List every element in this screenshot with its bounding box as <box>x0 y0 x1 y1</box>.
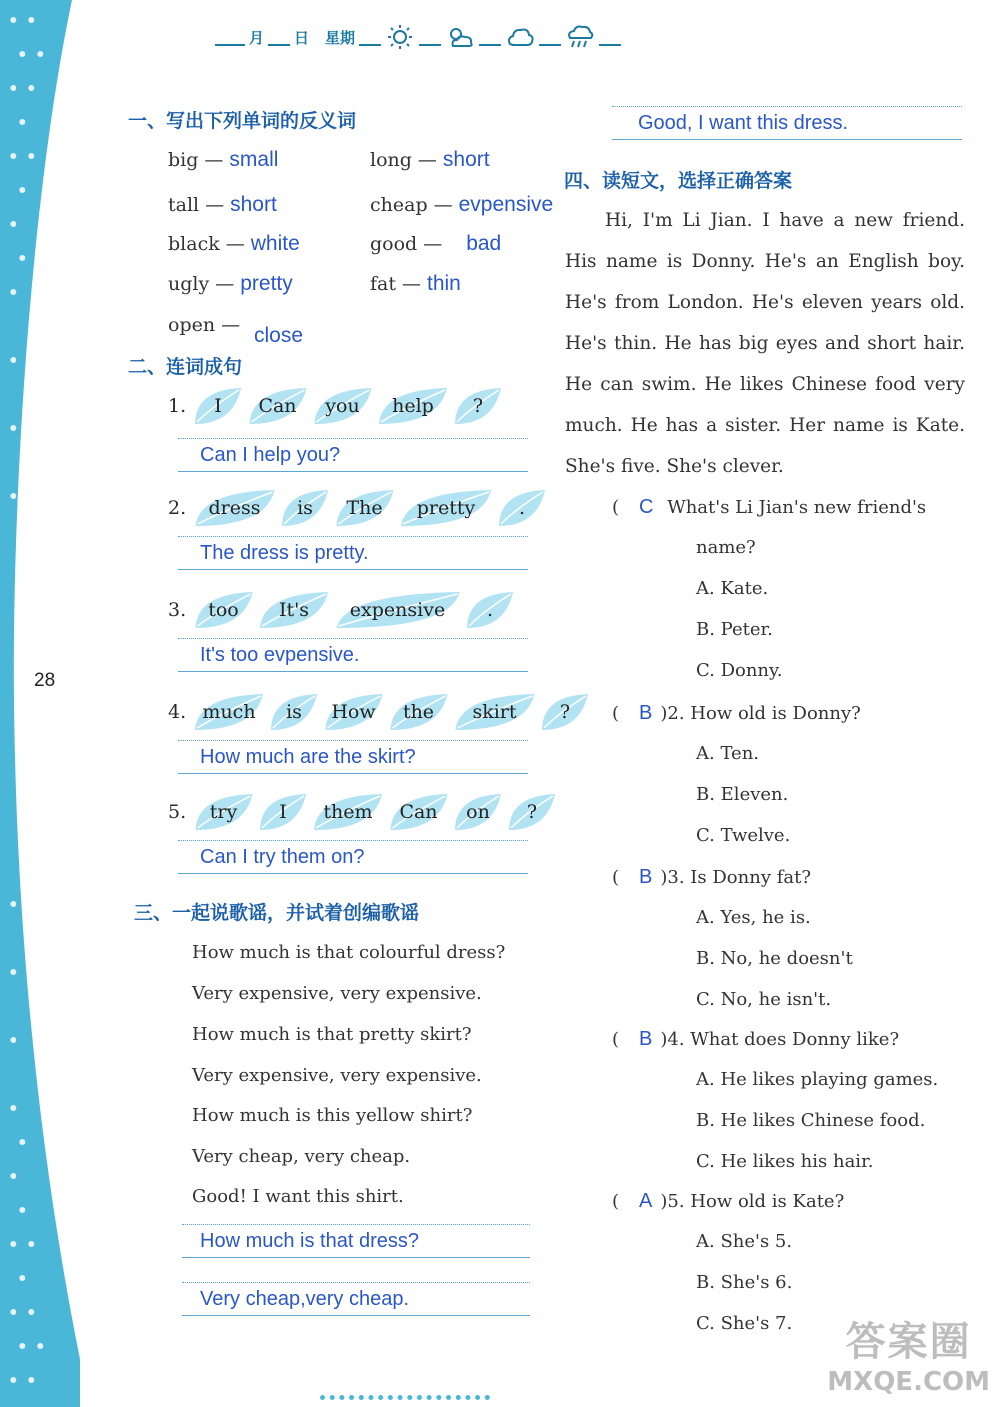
song-line: Very cheap, very cheap. <box>192 1146 411 1167</box>
mc-question-text: )3. Is Donny fat? <box>660 867 811 888</box>
word-leaf <box>376 385 450 427</box>
section3-title: 三、一起说歌谣，并试着创编歌谣 <box>134 902 420 924</box>
mc-question: ( B )4. What does Donny like? <box>612 1028 900 1050</box>
word-leaf <box>322 691 385 733</box>
song-line: How much is that colourful dress? <box>192 942 506 963</box>
mc-option: C. She's 7. <box>696 1313 793 1334</box>
word-leaf <box>333 487 396 529</box>
word-leaf <box>464 589 516 631</box>
page-number: 28 <box>34 670 56 691</box>
word-leaf <box>387 691 450 733</box>
question-number: 1. <box>168 395 187 417</box>
song-answer-line: Good, I want this dress. <box>612 106 962 140</box>
antonym-answer: evpensive <box>458 193 554 216</box>
question-number: 3. <box>168 599 187 621</box>
mc-option: C. No, he isn't. <box>696 989 832 1010</box>
section2-title: 二、连词成句 <box>128 356 243 378</box>
mc-option: C. He likes his hair. <box>696 1151 874 1172</box>
antonym-pair <box>254 324 303 348</box>
antonym-pair: black — white <box>168 232 300 255</box>
word-leaf <box>506 791 558 833</box>
antonym-answer: thin <box>427 272 461 295</box>
question-number: 2. <box>168 497 187 519</box>
mc-question-text: )4. What does Donny like? <box>660 1029 900 1050</box>
word-leaf-text: . <box>518 497 526 519</box>
mc-question-text: )5. How old is Kate? <box>660 1191 845 1212</box>
sentence-answer-line: Can I try them on? <box>178 840 528 874</box>
word-leaf <box>387 791 450 833</box>
mc-option: A. Yes, he is. <box>696 907 811 928</box>
word-leaf-text: on <box>466 801 490 823</box>
scrambled-sentence-row <box>168 790 560 834</box>
word-leaf <box>452 691 537 733</box>
antonym-pair: ugly — pretty <box>168 272 293 295</box>
cloudy-icon <box>505 24 535 50</box>
bottom-dotted-line <box>320 1392 490 1400</box>
word-leaf-text: ? <box>526 801 538 823</box>
antonym-answer: pretty <box>240 272 293 295</box>
word-leaf <box>398 487 494 529</box>
scrambled-sentence-row <box>168 588 518 632</box>
mc-option: A. He likes playing games. <box>696 1069 939 1090</box>
word-leaf-text: help <box>392 395 434 417</box>
word-leaf <box>257 791 309 833</box>
mc-question: ( B )3. Is Donny fat? <box>612 866 811 888</box>
rainy-icon <box>565 24 595 50</box>
sentence-answer-line: How much are the skirt? <box>178 740 528 774</box>
week-label: 星期 <box>325 28 356 47</box>
word-leaf-text: Can <box>399 801 438 823</box>
word-leaf-text: try <box>209 801 238 823</box>
mc-option: A. She's 5. <box>696 1231 793 1252</box>
word-leaf-text: I <box>214 395 222 417</box>
sunny-icon <box>385 24 415 50</box>
antonym-pair: open — <box>168 314 241 336</box>
antonym-pair: big — small <box>168 148 279 171</box>
question-number: 4. <box>168 701 187 723</box>
mc-answer: B <box>639 866 653 888</box>
antonym-answer: close <box>254 324 304 347</box>
side-decoration <box>0 0 80 1407</box>
word-leaf-text: much <box>202 701 256 723</box>
watermark: 答案圈 MXQE.COM <box>827 1319 990 1397</box>
antonym-pair: cheap — evpensive <box>370 193 554 216</box>
word-leaf-text: too <box>208 599 239 621</box>
day-label: 日 <box>294 28 310 47</box>
word-leaf <box>279 487 331 529</box>
song-answer-line: Very cheap,very cheap. <box>182 1282 530 1316</box>
mc-option: B. She's 6. <box>696 1272 793 1293</box>
mc-option: B. No, he doesn't <box>696 948 853 969</box>
mc-answer: C <box>639 496 654 518</box>
mc-option: A. Ten. <box>696 743 760 764</box>
month-label: 月 <box>249 28 265 47</box>
mc-question: ( A )5. How old is Kate? <box>612 1190 845 1212</box>
word-leaf <box>496 487 548 529</box>
mc-answer: A <box>639 1190 653 1212</box>
word-leaf-text: you <box>325 395 360 417</box>
antonym-pair: long — short <box>370 148 490 171</box>
song-line: How much is this yellow shirt? <box>192 1105 473 1126</box>
sentence-answer-line: The dress is pretty. <box>178 536 528 570</box>
reading-passage: Hi, I'm Li Jian. I have a new friend. His name is Donny. He's an English boy. He's from London. He's eleven years old. He's thin. He has big eyes and short hair. He can swim. He likes Chinese food very much. He has a sister. Her name is Kate. She's five. She's clever. <box>565 210 965 477</box>
word-leaf-text: ? <box>472 395 484 417</box>
antonym-answer: short <box>442 148 490 171</box>
word-leaf-text: dress <box>208 497 261 519</box>
word-leaf-text: pretty <box>416 497 476 519</box>
word-leaf <box>192 691 266 733</box>
song-line: Very expensive, very expensive. <box>192 983 482 1004</box>
mc-question-text: name? <box>696 537 756 558</box>
word-leaf <box>192 385 244 427</box>
word-leaf-text: ? <box>559 701 571 723</box>
mc-option: B. Eleven. <box>696 784 789 805</box>
scrambled-sentence-row <box>168 486 550 530</box>
scrambled-sentence-row <box>168 690 593 734</box>
word-leaf-text: the <box>402 701 435 723</box>
mc-question-text: What's Li Jian's new friend's <box>661 497 927 518</box>
mc-answer: B <box>639 1028 653 1050</box>
word-leaf <box>452 385 504 427</box>
word-leaf-text: . <box>486 599 494 621</box>
word-leaf-text: is <box>286 701 302 723</box>
mc-option: C. Donny. <box>696 660 783 681</box>
word-leaf-text: skirt <box>472 701 517 723</box>
word-leaf-text: is <box>297 497 313 519</box>
word-leaf-text: I <box>279 801 287 823</box>
mc-question-text: )2. How old is Donny? <box>660 703 861 724</box>
date-header <box>215 22 621 52</box>
song-line: Very expensive, very expensive. <box>192 1065 482 1086</box>
section1-title: 一、写出下列单词的反义词 <box>128 110 357 132</box>
word-leaf <box>192 487 277 529</box>
antonym-answer: small <box>229 148 279 171</box>
section4-title: 四、读短文，选择正确答案 <box>564 170 793 192</box>
word-leaf <box>192 589 255 631</box>
word-leaf <box>452 791 504 833</box>
word-leaf-text: It's <box>278 599 310 621</box>
antonym-answer: short <box>230 193 277 216</box>
word-leaf <box>246 385 309 427</box>
question-number: 5. <box>168 801 187 823</box>
word-leaf <box>311 791 385 833</box>
antonym-answer: bad <box>466 232 502 255</box>
mc-question: ( C What's Li Jian's new friend's <box>612 496 927 518</box>
word-leaf <box>311 385 374 427</box>
word-leaf <box>268 691 320 733</box>
scrambled-sentence-row <box>168 384 506 428</box>
mc-option: C. Twelve. <box>696 825 791 846</box>
word-leaf-text: them <box>323 801 373 823</box>
antonym-pair: fat — thin <box>370 272 461 295</box>
sentence-answer-line: Can I help you? <box>178 438 528 472</box>
mc-answer: B <box>639 702 653 724</box>
word-leaf-text: Can <box>258 395 297 417</box>
word-leaf <box>539 691 591 733</box>
song-line: How much is that pretty skirt? <box>192 1024 472 1045</box>
antonym-pair: good — bad <box>370 232 502 255</box>
sentence-answer-line: It's too evpensive. <box>178 638 528 672</box>
word-leaf <box>257 589 331 631</box>
mc-option: A. Kate. <box>696 578 769 599</box>
antonym-pair: tall — short <box>168 193 277 216</box>
word-leaf-text: The <box>346 497 383 519</box>
mc-question: ( B )2. How old is Donny? <box>612 702 861 724</box>
song-answer-line: How much is that dress? <box>182 1224 530 1258</box>
mc-option: B. Peter. <box>696 619 773 640</box>
partly-cloudy-icon <box>445 24 475 50</box>
word-leaf <box>333 589 462 631</box>
mc-option: B. He likes Chinese food. <box>696 1110 926 1131</box>
song-line: Good! I want this shirt. <box>192 1186 404 1207</box>
word-leaf-text: expensive <box>349 599 446 621</box>
word-leaf <box>192 791 255 833</box>
word-leaf-text: How <box>331 701 376 723</box>
antonym-answer: white <box>250 232 300 255</box>
